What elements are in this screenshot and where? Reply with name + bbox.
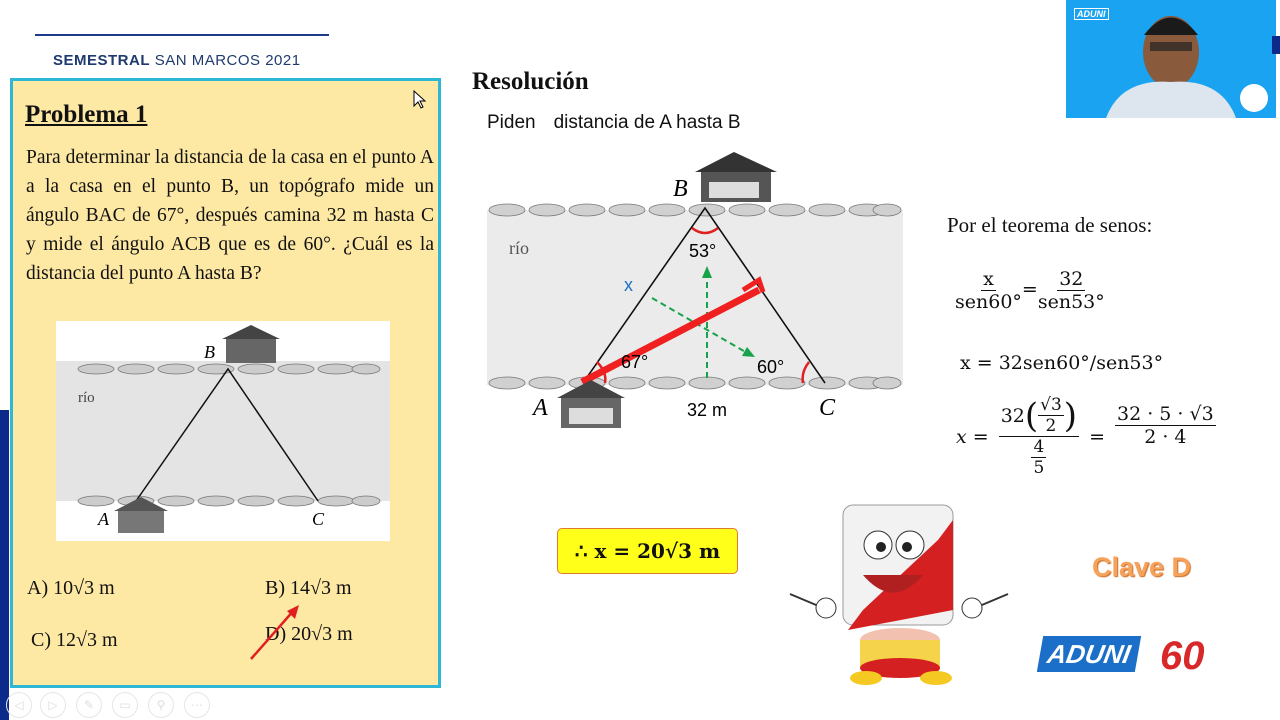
angle-c: 60°	[757, 357, 785, 377]
option-c[interactable]: C) 12√3 m	[31, 629, 118, 651]
course-title: SEMESTRAL SAN MARCOS 2021	[53, 52, 301, 69]
svg-text:C: C	[312, 509, 325, 529]
zoom-button[interactable]: ⚲	[148, 692, 174, 718]
resolution-figure	[487, 150, 903, 440]
vertex-b: B	[673, 176, 688, 202]
angle-a: 67°	[621, 352, 649, 372]
problem-statement: Para determinar la distancia de la casa en el punto A a la casa en el punto B, un topógrafo mide un ángulo BAC de 67°, después camina 32 m hasta C y mide el ángulo ACB que es de 60°. ¿Cuál es la distancia del punto A hasta B?	[26, 147, 434, 284]
aduni-logo: ADUNI	[1037, 636, 1141, 672]
option-d[interactable]: D) 20√3 m	[265, 623, 353, 645]
theorem-label: Por el teorema de senos:	[947, 213, 1153, 237]
next-slide-button[interactable]: ▷	[40, 692, 66, 718]
angle-b: 53°	[689, 241, 717, 261]
more-options-button[interactable]: ⋯	[184, 692, 210, 718]
mouse-cursor-icon	[412, 90, 428, 110]
sixty-years-logo: 60	[1160, 634, 1205, 678]
problem-card	[10, 78, 441, 688]
previous-slide-button[interactable]: ◁	[6, 692, 32, 718]
asked-quantity: Piden distancia de A hasta B	[487, 112, 741, 133]
slides-view-button[interactable]: ▭	[112, 692, 138, 718]
header-line	[35, 34, 329, 36]
problem-title: Problema 1	[25, 101, 148, 128]
vertex-c: C	[819, 395, 836, 421]
pen-tool-button[interactable]: ✎	[76, 692, 102, 718]
option-b[interactable]: B) 14√3 m	[265, 577, 352, 599]
side-x: x	[624, 275, 633, 295]
river-label: río	[509, 238, 529, 258]
equation-1: $\frac{x}{\text{sen60°}}$ = $\frac{32}{\text{sen53°}}$	[955, 268, 1105, 313]
red-arrow-annotation	[247, 603, 303, 663]
resolution-title: Resolución	[472, 68, 589, 95]
right-accent-bar	[1272, 36, 1280, 54]
svg-text:B: B	[204, 342, 215, 362]
equation-3: x = 32 ( $\frac{√3}{2}$ ) $\frac{4}{5}$ = $\frac{32 \cdot 5 \cdot √3}{2 \cdot 4}$	[956, 395, 1214, 478]
answer-key: Clave D	[1092, 552, 1192, 582]
equation-2: x = 32sen60°/sen53°	[960, 352, 1164, 374]
svg-text:A: A	[98, 509, 109, 529]
mascot-illustration	[788, 500, 1010, 686]
final-answer-box: ∴ x = 20√3 m	[557, 528, 738, 574]
webcam-badge: ADUNI	[1074, 8, 1109, 20]
option-a[interactable]: A) 10√3 m	[27, 577, 115, 599]
vertex-a: A	[533, 395, 548, 421]
problem-figure	[56, 321, 390, 541]
left-accent-bar	[0, 410, 9, 720]
base-length: 32 m	[687, 400, 728, 420]
webcam-feed	[1066, 0, 1276, 118]
svg-text:río: río	[78, 390, 95, 406]
